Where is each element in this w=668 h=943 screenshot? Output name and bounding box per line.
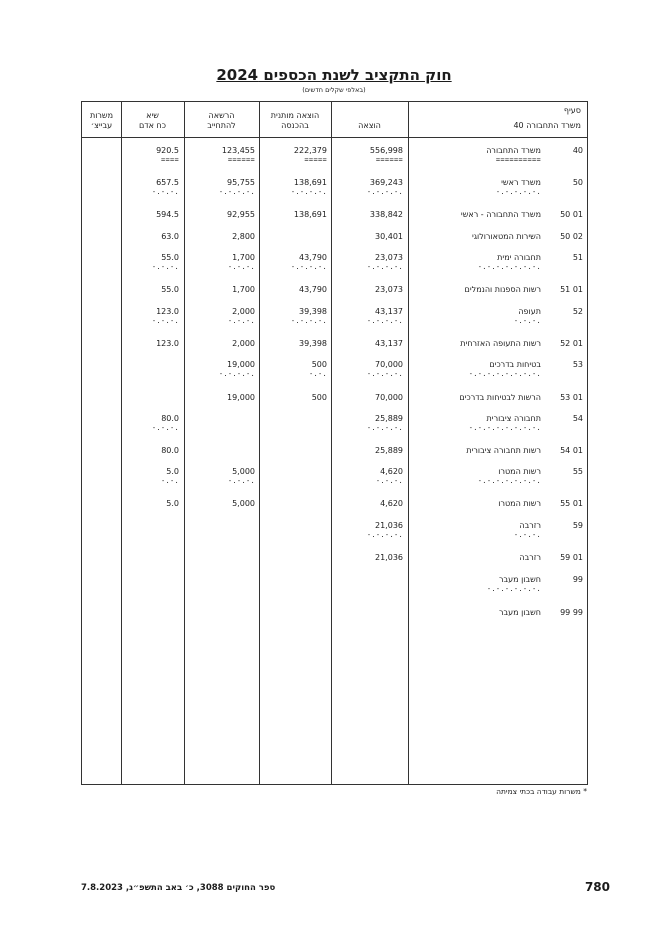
row-peak: 123.0 xyxy=(156,307,179,316)
row-code: 52 xyxy=(572,307,583,316)
row-peak: 55.0 xyxy=(161,285,179,294)
row-authority: 19,000 xyxy=(227,360,255,369)
row-peak: 5.0 xyxy=(166,467,179,476)
table-row xyxy=(82,414,589,436)
table-row xyxy=(82,253,589,275)
row-code: 59 01 xyxy=(560,553,583,562)
row-expense: 70,000 xyxy=(375,393,403,402)
row-code: 54 xyxy=(572,414,583,423)
header-peak xyxy=(121,111,184,131)
row-code: 99 99 xyxy=(560,608,583,617)
row-expense: 25,889 xyxy=(375,446,403,455)
table-row xyxy=(82,232,589,254)
table-row xyxy=(82,339,589,361)
row-name: הרשות לבטיחות בדרכים xyxy=(459,393,541,402)
row-expense: 70,000 xyxy=(375,360,403,369)
row-peak: 657.5 xyxy=(156,178,179,187)
row-expense: 4,620 xyxy=(380,499,403,508)
row-expense-underline: -.-.-.-. xyxy=(366,531,403,539)
row-authority-underline: ====== xyxy=(227,156,255,164)
table-row xyxy=(82,553,589,575)
row-authority: 95,755 xyxy=(227,178,255,187)
row-expense: 23,073 xyxy=(375,253,403,262)
row-expense-underline: ====== xyxy=(375,156,403,164)
header-authority xyxy=(184,111,259,131)
table-row xyxy=(82,285,589,307)
row-name-underline: -.-.-.-.-.-.-. xyxy=(477,263,541,271)
table-row xyxy=(82,521,589,543)
row-authority: 1,700 xyxy=(232,253,255,262)
column-divider xyxy=(121,102,122,784)
row-expense-underline: -.-.-.-. xyxy=(366,263,403,271)
row-peak-underline: -.-.-. xyxy=(151,424,179,432)
header-authority-line2: להתחייב xyxy=(207,121,236,130)
header-expense: הוצאה xyxy=(358,121,381,130)
header-peak-line2: כח אדם xyxy=(138,121,167,130)
table-row xyxy=(82,146,589,168)
row-conditional: 500 xyxy=(311,393,327,402)
row-name-underline: -.-.-.-.-.-.-. xyxy=(477,477,541,485)
row-peak: 123.0 xyxy=(156,339,179,348)
column-divider xyxy=(331,102,332,784)
table-row xyxy=(82,307,589,329)
column-divider xyxy=(408,102,409,784)
row-peak-underline: -.-.-. xyxy=(151,317,179,325)
row-expense-underline: -.-.-.-. xyxy=(366,317,403,325)
table-row xyxy=(82,360,589,382)
row-conditional: 500 xyxy=(311,360,327,369)
row-conditional: 138,691 xyxy=(293,210,327,219)
publication-info: ספר החוקים 3088, כ׳ באב התשפ״ג, 7.8.2023 xyxy=(81,883,276,893)
row-name: רשות הספנות והנמלים xyxy=(464,285,541,294)
row-name: תחבורה ימית xyxy=(497,253,541,262)
row-name: תעופה xyxy=(518,307,541,316)
table-row xyxy=(82,467,589,489)
row-name-underline: -.-.-.-.-.-. xyxy=(486,585,541,593)
row-name-underline: -.-.-.-.-.-.-.-. xyxy=(468,370,541,378)
row-code: 53 01 xyxy=(560,393,583,402)
row-expense: 369,243 xyxy=(369,178,403,187)
row-authority: 2,800 xyxy=(232,232,255,241)
row-expense-underline: -.-.-. xyxy=(375,477,403,485)
row-authority: 19,000 xyxy=(227,393,255,402)
header-authority-line1: הרשאה xyxy=(208,111,235,120)
row-code: 50 xyxy=(572,178,583,187)
row-expense-underline: -.-.-.-. xyxy=(366,188,403,196)
row-authority: 5,000 xyxy=(232,499,255,508)
row-code: 54 01 xyxy=(560,446,583,455)
budget-table xyxy=(81,101,588,785)
row-authority: 1,700 xyxy=(232,285,255,294)
row-peak: 920.5 xyxy=(156,146,179,155)
row-code: 55 xyxy=(572,467,583,476)
header-section-name: משרד התחבורה xyxy=(526,121,581,130)
row-authority-underline: -.-.-.-. xyxy=(218,188,255,196)
page-title: חוק התקציב לשנת הכספים 2024 xyxy=(216,66,452,84)
row-name-underline: -.-.-.-.-.-.-.-. xyxy=(468,424,541,432)
row-expense: 25,889 xyxy=(375,414,403,423)
row-code: 53 xyxy=(572,360,583,369)
row-expense-underline: -.-.-.-. xyxy=(366,370,403,378)
row-expense: 43,137 xyxy=(375,307,403,316)
row-code: 51 01 xyxy=(560,285,583,294)
row-name: רזרבה xyxy=(519,553,541,562)
header-section-code: 40 xyxy=(513,121,524,130)
row-peak: 594.5 xyxy=(156,210,179,219)
row-expense: 338,842 xyxy=(369,210,403,219)
page-number: 780 xyxy=(584,880,610,894)
row-name: חשבון מעבר xyxy=(498,575,541,584)
header-section: סעיף xyxy=(563,106,581,115)
row-name: תחבורה ציבורית xyxy=(486,414,541,423)
row-authority: 5,000 xyxy=(232,467,255,476)
table-row xyxy=(82,446,589,468)
header-positions-line1: משרות xyxy=(89,111,114,120)
row-conditional: 138,691 xyxy=(293,178,327,187)
row-authority: 2,000 xyxy=(232,307,255,316)
row-conditional: 39,398 xyxy=(299,339,327,348)
row-authority: 123,455 xyxy=(221,146,255,155)
column-divider xyxy=(259,102,260,784)
row-conditional-underline: -.-.-.-. xyxy=(290,317,327,325)
row-expense: 30,401 xyxy=(375,232,403,241)
header-conditional-line2: בהכנסה xyxy=(281,121,309,130)
row-name: משרד התחבורה xyxy=(486,146,541,155)
row-name-underline: ========== xyxy=(495,156,541,164)
row-code: 52 01 xyxy=(560,339,583,348)
row-expense: 23,073 xyxy=(375,285,403,294)
row-name: חשבון מעבר xyxy=(498,608,541,617)
header-section-line xyxy=(513,121,581,131)
footnote: * משרות עבודה בכתי צמיתה xyxy=(496,787,587,796)
row-code: 55 01 xyxy=(560,499,583,508)
row-expense: 43,137 xyxy=(375,339,403,348)
row-expense: 21,036 xyxy=(375,553,403,562)
column-divider xyxy=(184,102,185,784)
row-name: רשות התעופה האזרחית xyxy=(460,339,541,348)
table-row xyxy=(82,210,589,232)
row-authority-underline: -.-.-. xyxy=(227,263,255,271)
row-name: רשות המטרו xyxy=(498,499,541,508)
row-name-underline: -.-.-. xyxy=(513,317,541,325)
page-subtitle: (באלפי שקלים חדשים) xyxy=(302,86,366,94)
row-conditional: 43,790 xyxy=(299,253,327,262)
row-authority: 92,955 xyxy=(227,210,255,219)
header-positions-line2: עבייצ׳ xyxy=(90,121,113,130)
row-name: רזרבה xyxy=(519,521,541,530)
row-peak: 63.0 xyxy=(161,232,179,241)
row-expense-underline: -.-.-.-. xyxy=(366,424,403,432)
table-row xyxy=(82,393,589,415)
row-name: משרד ראשי xyxy=(501,178,541,187)
row-expense: 556,998 xyxy=(369,146,403,155)
table-row xyxy=(82,499,589,521)
table-row xyxy=(82,178,589,200)
row-peak: 55.0 xyxy=(161,253,179,262)
row-conditional-underline: -.-.-.-. xyxy=(290,263,327,271)
header-peak-line1: שיא xyxy=(146,111,159,120)
row-peak-underline: -.-.-. xyxy=(151,188,179,196)
row-peak-underline: -.-. xyxy=(160,477,179,485)
row-conditional: 39,398 xyxy=(299,307,327,316)
row-name-underline: -.-.-.-.-. xyxy=(495,188,541,196)
row-peak: 80.0 xyxy=(161,414,179,423)
row-name: בטיחות בדרכים xyxy=(489,360,541,369)
row-authority-underline: -.-.-. xyxy=(227,477,255,485)
table-row xyxy=(82,575,589,597)
row-expense: 21,036 xyxy=(375,521,403,530)
row-name: משרד התחבורה - ראשי xyxy=(460,210,541,219)
row-name-underline: -.-.-. xyxy=(513,531,541,539)
row-code: 59 xyxy=(572,521,583,530)
row-conditional-underline: -.-.-.-. xyxy=(290,188,327,196)
row-code: 50 01 xyxy=(560,210,583,219)
table-row xyxy=(82,608,589,630)
row-authority-underline: -.-.-.-. xyxy=(218,370,255,378)
row-code: 99 xyxy=(572,575,583,584)
row-expense: 4,620 xyxy=(380,467,403,476)
row-conditional: 43,790 xyxy=(299,285,327,294)
row-peak: 80.0 xyxy=(161,446,179,455)
header-divider xyxy=(82,137,587,138)
row-name: רשות תחבורה ציבורית xyxy=(466,446,541,455)
row-peak-underline: ==== xyxy=(160,156,179,164)
row-peak-underline: -.-.-. xyxy=(151,263,179,271)
row-name: רשות המטרו xyxy=(498,467,541,476)
row-authority-underline: -.-.-. xyxy=(227,317,255,325)
row-code: 50 02 xyxy=(560,232,583,241)
row-code: 51 xyxy=(572,253,583,262)
row-peak: 5.0 xyxy=(166,499,179,508)
header-positions xyxy=(82,111,121,131)
row-name: השירות המטאורולוגי xyxy=(471,232,541,241)
row-code: 40 xyxy=(572,146,583,155)
header-conditional xyxy=(259,111,331,131)
row-conditional: 222,379 xyxy=(293,146,327,155)
row-authority: 2,000 xyxy=(232,339,255,348)
header-conditional-line1: הוצאה מותנית xyxy=(270,111,320,120)
row-conditional-underline: -.-. xyxy=(308,370,327,378)
row-conditional-underline: ===== xyxy=(304,156,327,164)
